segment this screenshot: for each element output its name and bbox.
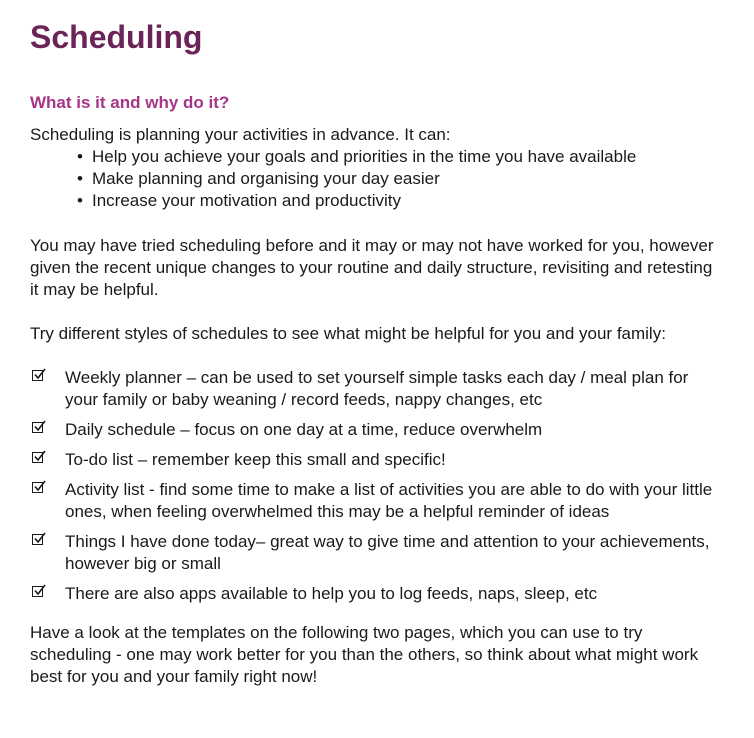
list-item bbox=[77, 190, 724, 212]
checklist-item bbox=[30, 583, 724, 605]
checklist-item bbox=[30, 367, 724, 411]
checked-box-icon bbox=[32, 370, 43, 381]
page-title: Scheduling bbox=[30, 19, 203, 55]
schedule-styles-checklist bbox=[30, 367, 724, 605]
checklist-text: Things I have done today– great way to give time and attention to your achievements, however big or small bbox=[65, 532, 710, 573]
checked-box-icon bbox=[32, 534, 43, 545]
bullet-dot-icon: • bbox=[77, 169, 83, 188]
checked-box-icon bbox=[32, 452, 43, 463]
context-paragraph: You may have tried scheduling before and it may or may not have worked for you, however given the recent unique changes to your routine and daily structure, revisiting and retesting it may be helpful. bbox=[30, 236, 714, 299]
closing-paragraph: Have a look at the templates on the following two pages, which you can use to try scheduling - one may work better for you than the others, so think about what might work best for you and your family right now! bbox=[30, 623, 699, 686]
benefits-list bbox=[30, 146, 724, 212]
bullet-text: Increase your motivation and productivity bbox=[92, 191, 401, 210]
checked-box-icon bbox=[32, 422, 43, 433]
checklist-item bbox=[30, 531, 724, 575]
section-heading: What is it and why do it? bbox=[30, 93, 230, 112]
bullet-dot-icon: • bbox=[77, 191, 83, 210]
checklist-text: Activity list - find some time to make a list of activities you are able to do with your little ones, when feeling overwhelmed this may be a helpful reminder of ideas bbox=[65, 480, 713, 521]
list-item bbox=[77, 146, 724, 168]
checklist-item bbox=[30, 419, 724, 441]
styles-intro-paragraph: Try different styles of schedules to see what might be helpful for you and your family: bbox=[30, 324, 666, 343]
intro-paragraph: Scheduling is planning your activities in advance. It can: bbox=[30, 125, 451, 144]
bullet-text: Make planning and organising your day easier bbox=[92, 169, 440, 188]
checklist-text: Weekly planner – can be used to set yourself simple tasks each day / meal plan for your family or baby weaning / record feeds, nappy changes, etc bbox=[65, 368, 689, 409]
checklist-text: Daily schedule – focus on one day at a time, reduce overwhelm bbox=[65, 420, 543, 439]
checked-box-icon bbox=[32, 586, 43, 597]
bullet-text: Help you achieve your goals and priorities in the time you have available bbox=[92, 147, 637, 166]
checklist-text: There are also apps available to help you to log feeds, naps, sleep, etc bbox=[65, 584, 598, 603]
checklist-item bbox=[30, 449, 724, 471]
checklist-item bbox=[30, 479, 724, 523]
bullet-dot-icon: • bbox=[77, 147, 83, 166]
checklist-text: To-do list – remember keep this small and specific! bbox=[65, 450, 446, 469]
checked-box-icon bbox=[32, 482, 43, 493]
list-item bbox=[77, 168, 724, 190]
